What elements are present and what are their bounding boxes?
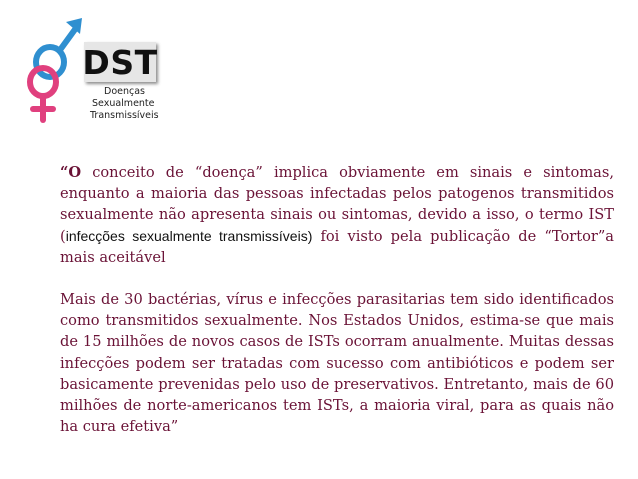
- paragraph-1-text-before: conceito de “doença” implica obviamente em sinais e sintomas, enquanto a maioria das pessoas infectadas pelos patogenos transmitidos sexualmente não apresenta sinais ou sintomas, devido a isso, o termo IST (: [60, 164, 614, 245]
- paragraph-2: Mais de 30 bactérias, vírus e infecções parasitarias tem sido identificados como transmitidos sexualmente. Nos Estados Unidos, estima-se que mais de 15 milhões de novos casos de ISTs ocorram anualmente. Muitas dessas infecções podem ser tratadas com sucesso com antibióticos e podem ser basicamente prevenidas pelo uso de preservativos. Entretanto, mais de 60 milhões de norte-americanos tem ISTs, a maioria viral, para as quais não ha cura efetiva”: [60, 291, 614, 436]
- logo-title: DST: [82, 42, 158, 82]
- opening-quote: “: [60, 164, 69, 181]
- logo-subtitle-line-2: Sexualmente: [92, 98, 155, 109]
- paragraph-1-text-after: foi visto pela publicação de “Tortor”a mais aceitável: [60, 227, 614, 266]
- dst-logo: [20, 12, 170, 127]
- ist-definition: infecções sexualmente transmissíveis): [65, 227, 313, 244]
- gender-symbols-icon: [20, 12, 90, 127]
- logo-subtitle-line-1: Doenças: [104, 86, 145, 97]
- lead-letter: O: [68, 164, 82, 181]
- slide-body: [60, 162, 614, 437]
- logo-subtitle: [90, 86, 159, 122]
- paragraph-1: [60, 162, 614, 268]
- logo-subtitle-line-3: Transmissíveis: [90, 110, 159, 121]
